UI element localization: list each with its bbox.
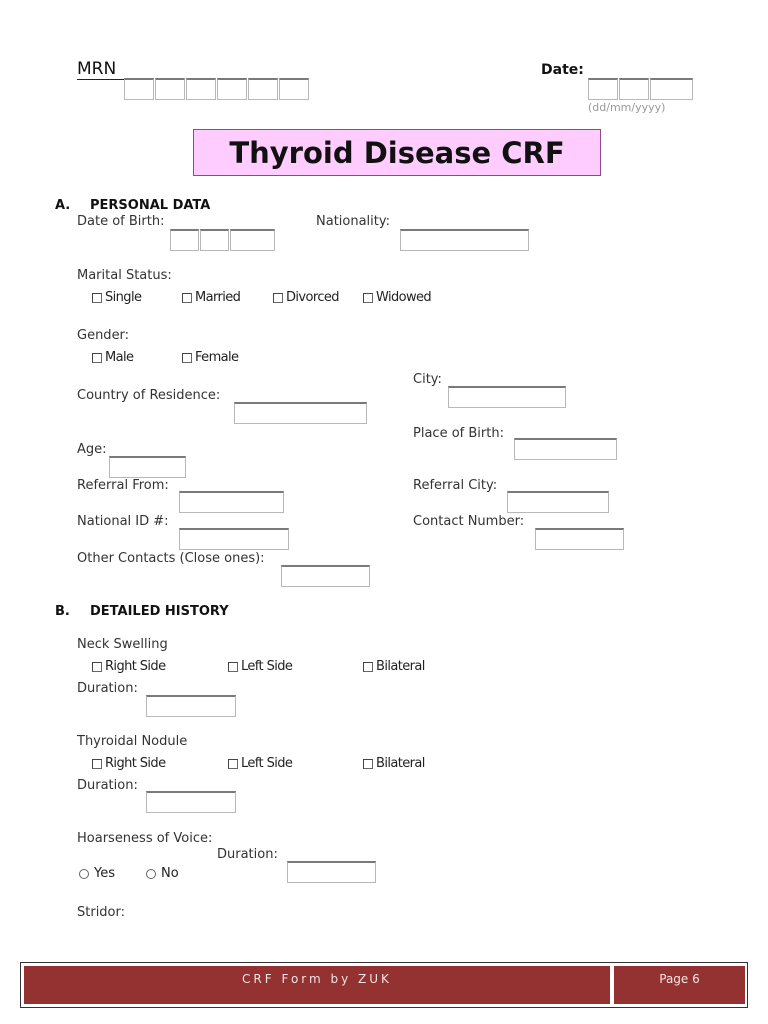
checkbox-icon (228, 759, 238, 769)
section-a-heading: PERSONAL DATA (90, 198, 211, 213)
referral-from-input[interactable] (179, 491, 284, 513)
checkbox-icon (92, 759, 102, 769)
referral-from-label: Referral From: (77, 478, 169, 493)
referral-city-input[interactable] (507, 491, 609, 513)
dob-month-input[interactable] (200, 229, 229, 251)
age-label: Age: (77, 442, 107, 457)
place-of-birth-input[interactable] (514, 438, 617, 460)
nationality-input[interactable] (400, 229, 529, 251)
national-id-label: National ID #: (77, 514, 169, 529)
nodule-right-side-label: Right Side (105, 756, 166, 771)
marital-single-checkbox[interactable] (92, 290, 141, 305)
national-id-input[interactable] (179, 528, 289, 550)
nodule-left-side-checkbox[interactable] (228, 756, 292, 771)
country-of-residence-label: Country of Residence: (77, 388, 221, 403)
checkbox-icon (182, 353, 192, 363)
neck-left-side-label: Left Side (241, 659, 293, 674)
mrn-underline (77, 79, 124, 80)
nationality-label: Nationality: (316, 214, 391, 229)
other-contacts-label: Other Contacts (Close ones): (77, 551, 265, 566)
checkbox-icon (92, 353, 102, 363)
checkbox-icon (182, 293, 192, 303)
neck-bilateral-checkbox[interactable] (363, 659, 425, 674)
hoarseness-yes-label: Yes (94, 866, 115, 881)
marital-married-label: Married (195, 290, 241, 305)
nodule-right-side-checkbox[interactable] (92, 756, 165, 771)
neck-swelling-label: Neck Swelling (77, 637, 168, 652)
city-label: City: (413, 372, 442, 387)
radio-icon (146, 869, 156, 879)
date-label: Date: (541, 62, 584, 78)
hoarseness-label: Hoarseness of Voice: (77, 831, 213, 846)
marital-widowed-checkbox[interactable] (363, 290, 431, 305)
footer-credit: CRF Form by ZUK (24, 966, 610, 1004)
nodule-left-side-label: Left Side (241, 756, 293, 771)
section-a-letter: A. (55, 198, 71, 213)
thyroidal-nodule-label: Thyroidal Nodule (77, 734, 188, 749)
mrn-label: MRN (77, 59, 117, 79)
page-title: Thyroid Disease CRF (193, 129, 601, 176)
mrn-digit-2[interactable] (155, 78, 185, 100)
nodule-bilateral-label: Bilateral (376, 756, 425, 771)
checkbox-icon (273, 293, 283, 303)
mrn-digit-5[interactable] (248, 78, 278, 100)
gender-male-label: Male (105, 350, 134, 365)
city-input[interactable] (448, 386, 566, 408)
dob-day-input[interactable] (170, 229, 199, 251)
neck-bilateral-label: Bilateral (376, 659, 425, 674)
mrn-digit-1[interactable] (124, 78, 154, 100)
section-b-heading: DETAILED HISTORY (90, 604, 229, 619)
neck-duration-label: Duration: (77, 681, 138, 696)
marital-single-label: Single (105, 290, 142, 305)
mrn-digit-3[interactable] (186, 78, 216, 100)
mrn-digit-4[interactable] (217, 78, 247, 100)
radio-icon (79, 869, 89, 879)
hoarseness-no-label: No (161, 866, 179, 881)
contact-number-input[interactable] (535, 528, 624, 550)
age-input[interactable] (109, 456, 186, 478)
marital-divorced-checkbox[interactable] (273, 290, 339, 305)
dob-year-input[interactable] (230, 229, 275, 251)
checkbox-icon (363, 759, 373, 769)
date-format-hint: (dd/mm/yyyy) (588, 101, 666, 114)
place-of-birth-label: Place of Birth: (413, 426, 504, 441)
contact-number-label: Contact Number: (413, 514, 525, 529)
gender-label: Gender: (77, 328, 130, 343)
nodule-duration-input[interactable] (146, 791, 236, 813)
country-of-residence-input[interactable] (234, 402, 367, 424)
other-contacts-input[interactable] (281, 565, 370, 587)
checkbox-icon (92, 662, 102, 672)
mrn-digit-6[interactable] (279, 78, 309, 100)
date-month-input[interactable] (619, 78, 649, 100)
footer-page-number: Page 6 (614, 966, 745, 1004)
hoarseness-no-radio[interactable] (146, 866, 179, 881)
nodule-duration-label: Duration: (77, 778, 138, 793)
neck-right-side-label: Right Side (105, 659, 166, 674)
referral-city-label: Referral City: (413, 478, 498, 493)
neck-right-side-checkbox[interactable] (92, 659, 165, 674)
checkbox-icon (228, 662, 238, 672)
date-year-input[interactable] (650, 78, 693, 100)
section-b-letter: B. (55, 604, 70, 619)
gender-male-checkbox[interactable] (92, 350, 133, 365)
nodule-bilateral-checkbox[interactable] (363, 756, 425, 771)
checkbox-icon (92, 293, 102, 303)
date-day-input[interactable] (588, 78, 618, 100)
neck-left-side-checkbox[interactable] (228, 659, 292, 674)
marital-widowed-label: Widowed (376, 290, 432, 305)
marital-married-checkbox[interactable] (182, 290, 240, 305)
neck-duration-input[interactable] (146, 695, 236, 717)
checkbox-icon (363, 293, 373, 303)
hoarseness-duration-input[interactable] (287, 861, 376, 883)
dob-label: Date of Birth: (77, 214, 165, 229)
gender-female-checkbox[interactable] (182, 350, 238, 365)
marital-divorced-label: Divorced (286, 290, 339, 305)
hoarseness-yes-radio[interactable] (79, 866, 115, 881)
checkbox-icon (363, 662, 373, 672)
hoarseness-duration-label: Duration: (217, 847, 278, 862)
marital-status-label: Marital Status: (77, 268, 172, 283)
gender-female-label: Female (195, 350, 239, 365)
stridor-label: Stridor: (77, 905, 126, 920)
